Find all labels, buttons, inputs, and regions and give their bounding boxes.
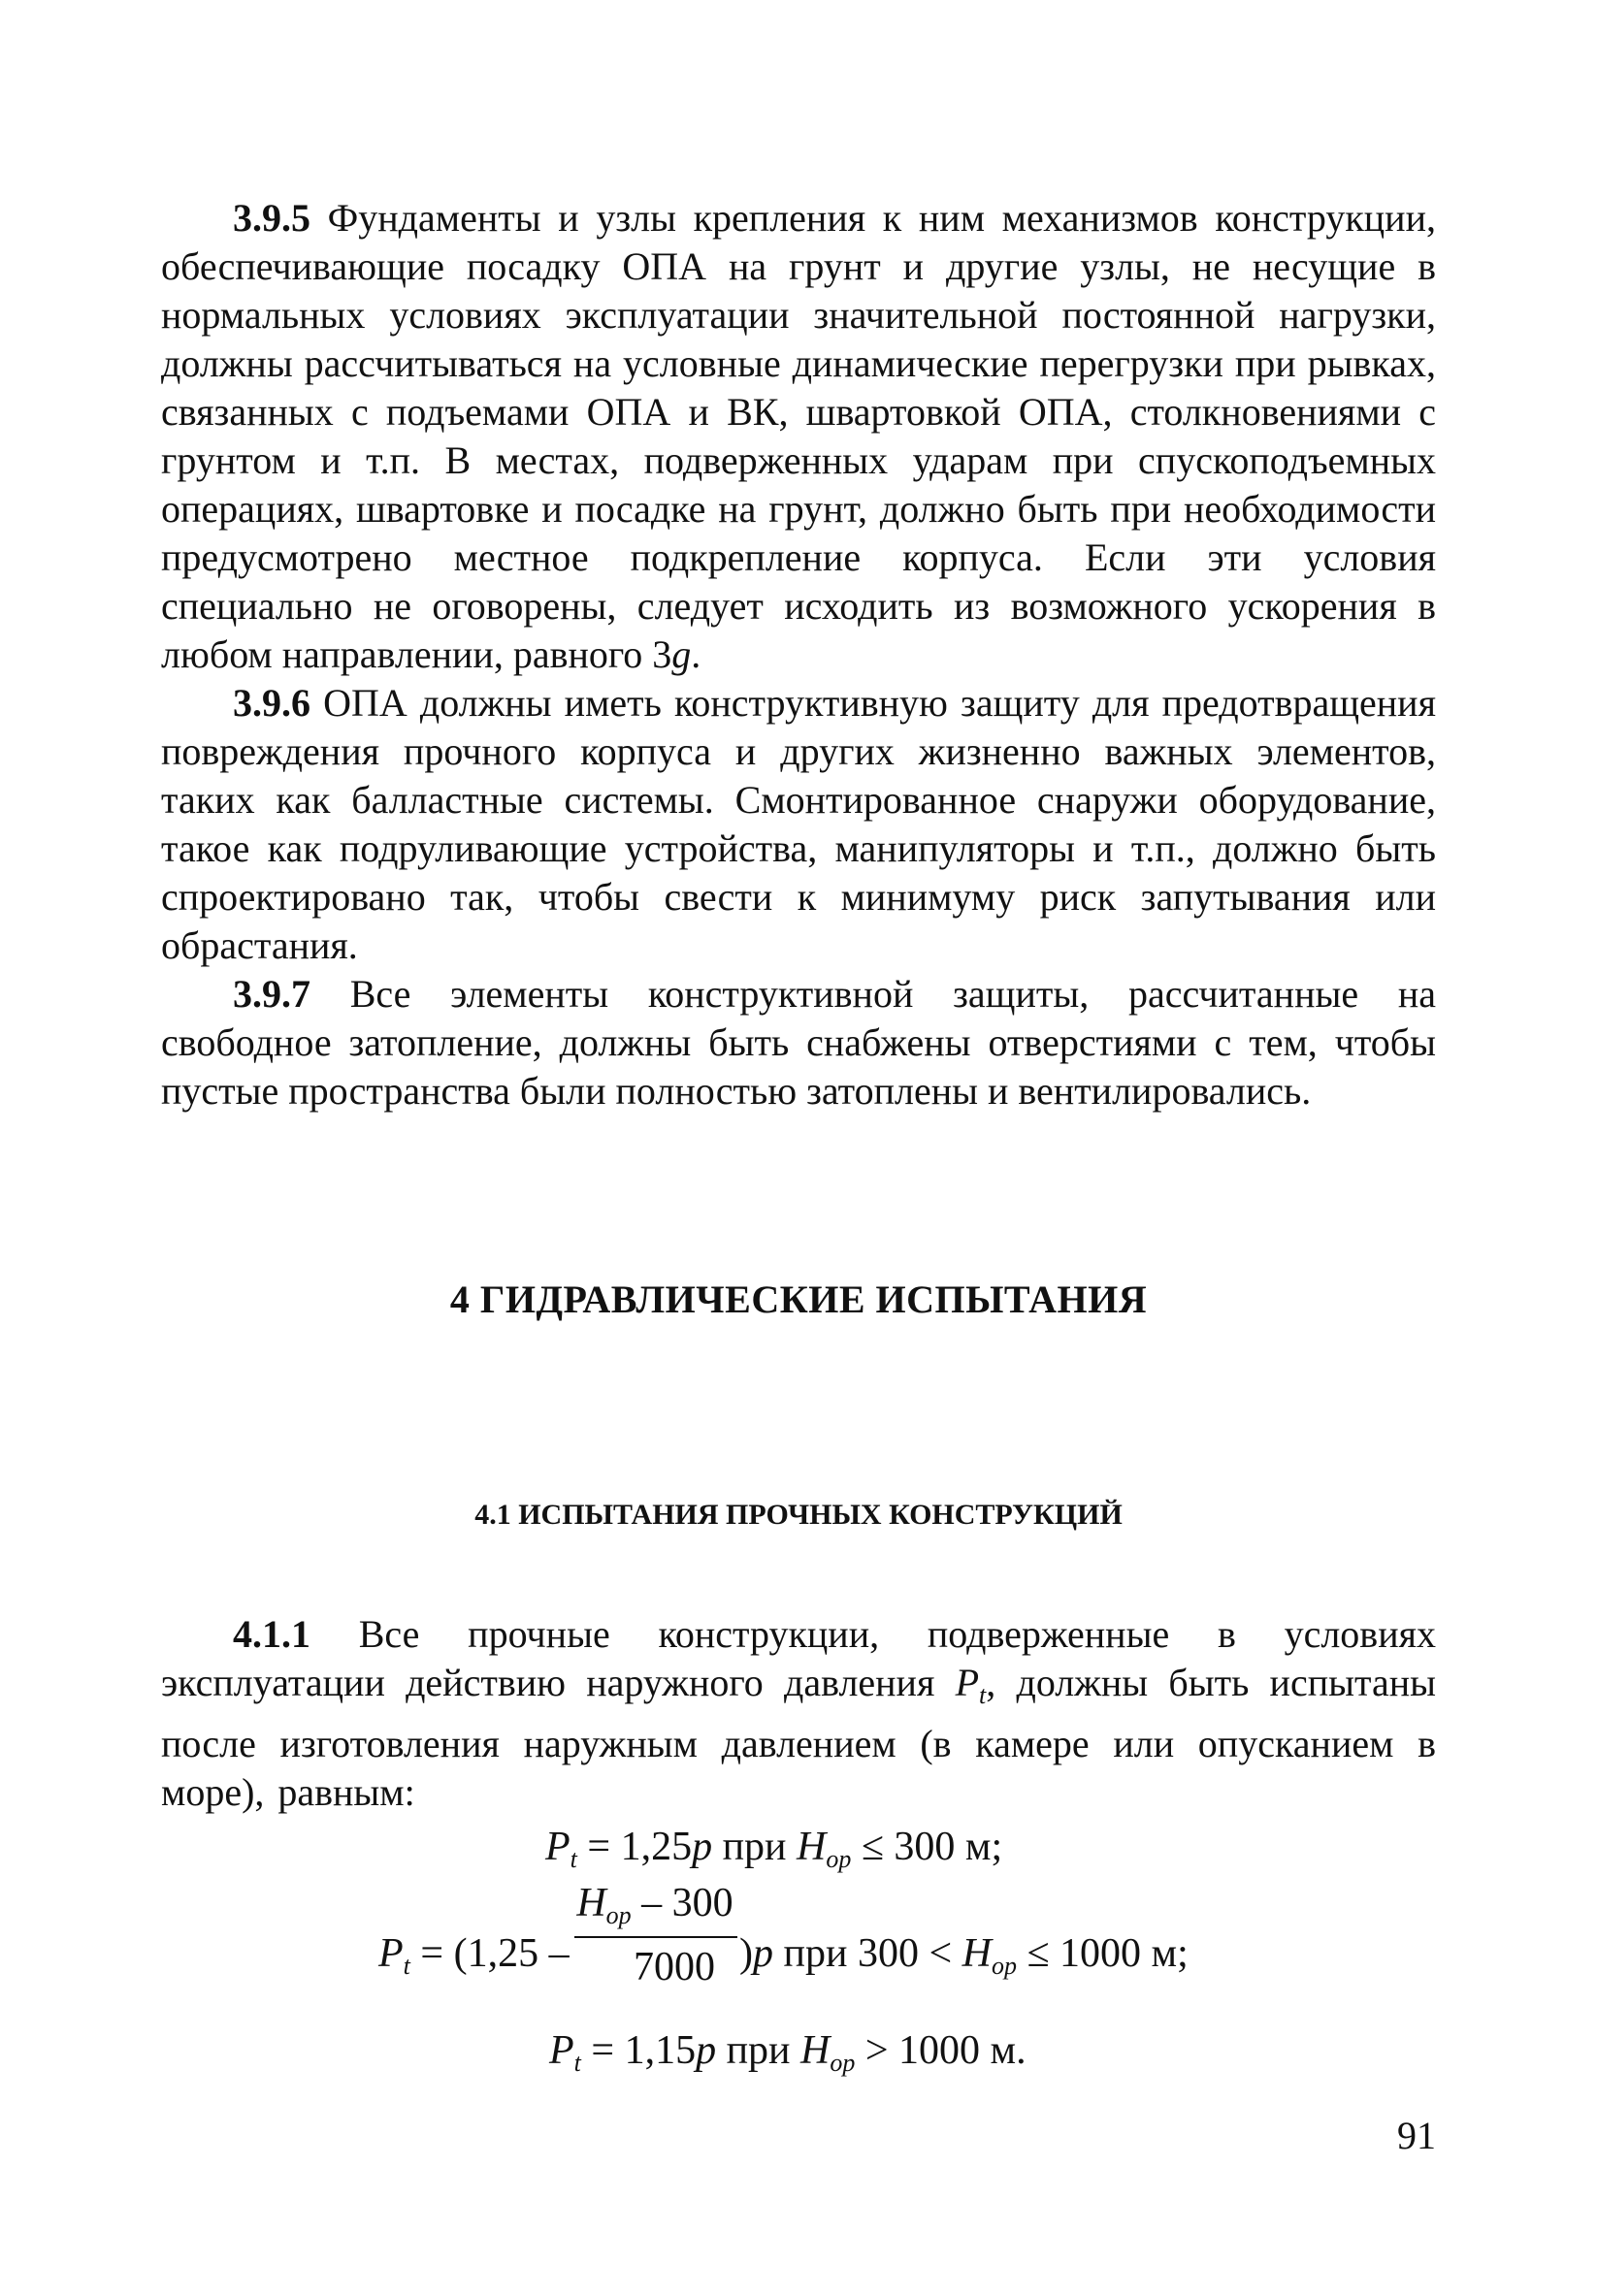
document-page: 3.9.5 Фундаменты и узлы крепления к ним механизмов конструкции, обеспечивающие посадку ОПА на грунт и другие узлы, не несущие в нормальных условиях эксплуатации значительной постоянной нагрузки, должны рассчитываться на условные динамические перегрузки при рывках, связанных с подъемами ОПА и ВК, швартовкой ОПА, столкновениями с грунтом и т.п. В местах, подверженных ударам при спускоподъемных операциях, швартовке и посадке на грунт, должно быть при необходимости предусмотрено местное подкрепление корпуса. Если эти условия специально не оговорены, следует исходить из возможного ускорения в любом направлении, равного 3g. 3.9.6 ОПА должны иметь конструктивную защиту для предотвращения повреждения прочного корпуса и других жизненно важных элементов, таких как балластные системы. Смонтированное снаружи оборудование, такое как подруливающие устройства, манипуляторы и т.п., должно быть спроектировано так, чтобы свести к минимуму риск запутывания или обрастания. 3.9.7 Все элементы конструктивной защиты, рассчитанные на свободное затопление, должны быть снабжены отверстиями с тем, чтобы пустые пространства были полностью затоплены и вентилировались. 4 ГИДРАВЛИЧЕСКИЕ ИСПЫТАНИЯ 4.1 ИСПЫТАНИЯ ПРОЧНЫХ КОНСТРУКЦИЙ 4.1.1 Все прочные конструкции, подверженные в условиях эксплуатации действию наружного давления $P_t$, должны быть испытаны после изготовления наружным давлением (в камере или опусканием в море), равным: $P_t = 1,25p$ при $H_{op} \le 300$ м; $P_t = (1,25$ – $H_{op} - 300$ 7000 )p при $300 < H_{op} \le 1000$ м; $P_t = 1,15p$ при $H_{op} > 1000$ м. 91 [0, 0, 1597, 2296]
section-4-1-1 [161, 1610, 1436, 1817]
paragraph-text: Фундаменты и узлы крепления к ним механизмов конструкции, обеспечивающие посадку ОПА на грунт и другие узлы, не несущие в нормальных условиях эксплуатации значительной постоянной нагрузки, должны рассчитываться на условные динамические перегрузки при рывках, связанных с подъемами ОПА и ВК, швартовкой ОПА, столкновениями с грунтом и т.п. В местах, подверженных ударам при спускоподъемных операциях, швартовке и посадке на грунт, должно быть при необходимости предусмотрено местное подкрепление корпуса. Если эти условия специально не оговорены, следует исходить из возможного ускорения в любом направлении, равного 3 [161, 196, 1436, 676]
paragraph-text: ОПА должны иметь конструктивную защиту для предотвращения повреждения прочного корпуса и других жизненно важных элементов, таких как балластные системы. Смонтированное снаружи оборудование, такое как подруливающие устройства, манипуляторы и т.п., должно быть спроектировано так, чтобы свести к минимуму риск запутывания или обрастания. [161, 681, 1436, 967]
clause-number: 4.1.1 [233, 1612, 310, 1656]
clause-number: 3.9.7 [233, 972, 310, 1016]
paragraph-3-9-7 [161, 970, 1436, 1116]
formula-pt-low: $P_t = 1,25p$ при $H_{op} \le 300$ м; [545, 1825, 1003, 1873]
section-3-9-6 [161, 679, 1436, 970]
clause-number: 3.9.5 [233, 196, 310, 240]
fraction-denominator: 7000 [634, 1945, 715, 1989]
section-heading: 4.1 ИСПЫТАНИЯ ПРОЧНЫХ КОНСТРУКЦИЙ [474, 1499, 1123, 1531]
paragraph-text: Все элементы конструктивной защиты, рассчитанные на свободное затопление, должны быть снабжены отверстиями с тем, чтобы пустые пространства были полностью затоплены и вентилировались. [161, 972, 1436, 1113]
section-3-9-7 [161, 970, 1436, 1116]
paragraph-3-9-5: 3.9.5 Фундаменты и узлы крепления к ним механизмов конструкции, обеспечивающие посадку ОПА на грунт и другие узлы, не несущие в нормальных условиях эксплуатации значительной постоянной нагрузки, должны рассчитываться на условные динамические перегрузки при рывках, связанных с подъемами ОПА и ВК, швартовкой ОПА, столкновениями с грунтом и т.п. В местах, подверженных ударам при спускоподъемных операциях, швартовке и посадке на грунт, должно быть при необходимости предусмотрено местное подкрепление корпуса. Если эти условия специально не оговорены, следует исходить из возможного ускорения в любом направлении, равного 3g. [161, 196, 1436, 676]
chapter-heading: 4 ГИДРАВЛИЧЕСКИЕ ИСПЫТАНИЯ [449, 1277, 1148, 1321]
section-3-9-5 [161, 194, 1436, 679]
paragraph-3-9-6 [161, 679, 1436, 970]
paragraph-4-1-1: 4.1.1 Все прочные конструкции, подверженные в условиях эксплуатации действию наружного давления $P_t$, должны быть испытаны после изготовления наружным давлением (в камере или опусканием в море), равным: [161, 1612, 1436, 1814]
g-symbol: g [671, 632, 692, 676]
fraction-bar [574, 1936, 737, 1938]
fraction-numerator: $H_{op} - 300$ [576, 1881, 733, 1929]
page-number: 91 [1397, 2114, 1436, 2157]
clause-number: 3.9.6 [233, 681, 310, 725]
formula-pt-high: $P_t = 1,15p$ при $H_{op} > 1000$ м. [549, 2028, 1027, 2077]
